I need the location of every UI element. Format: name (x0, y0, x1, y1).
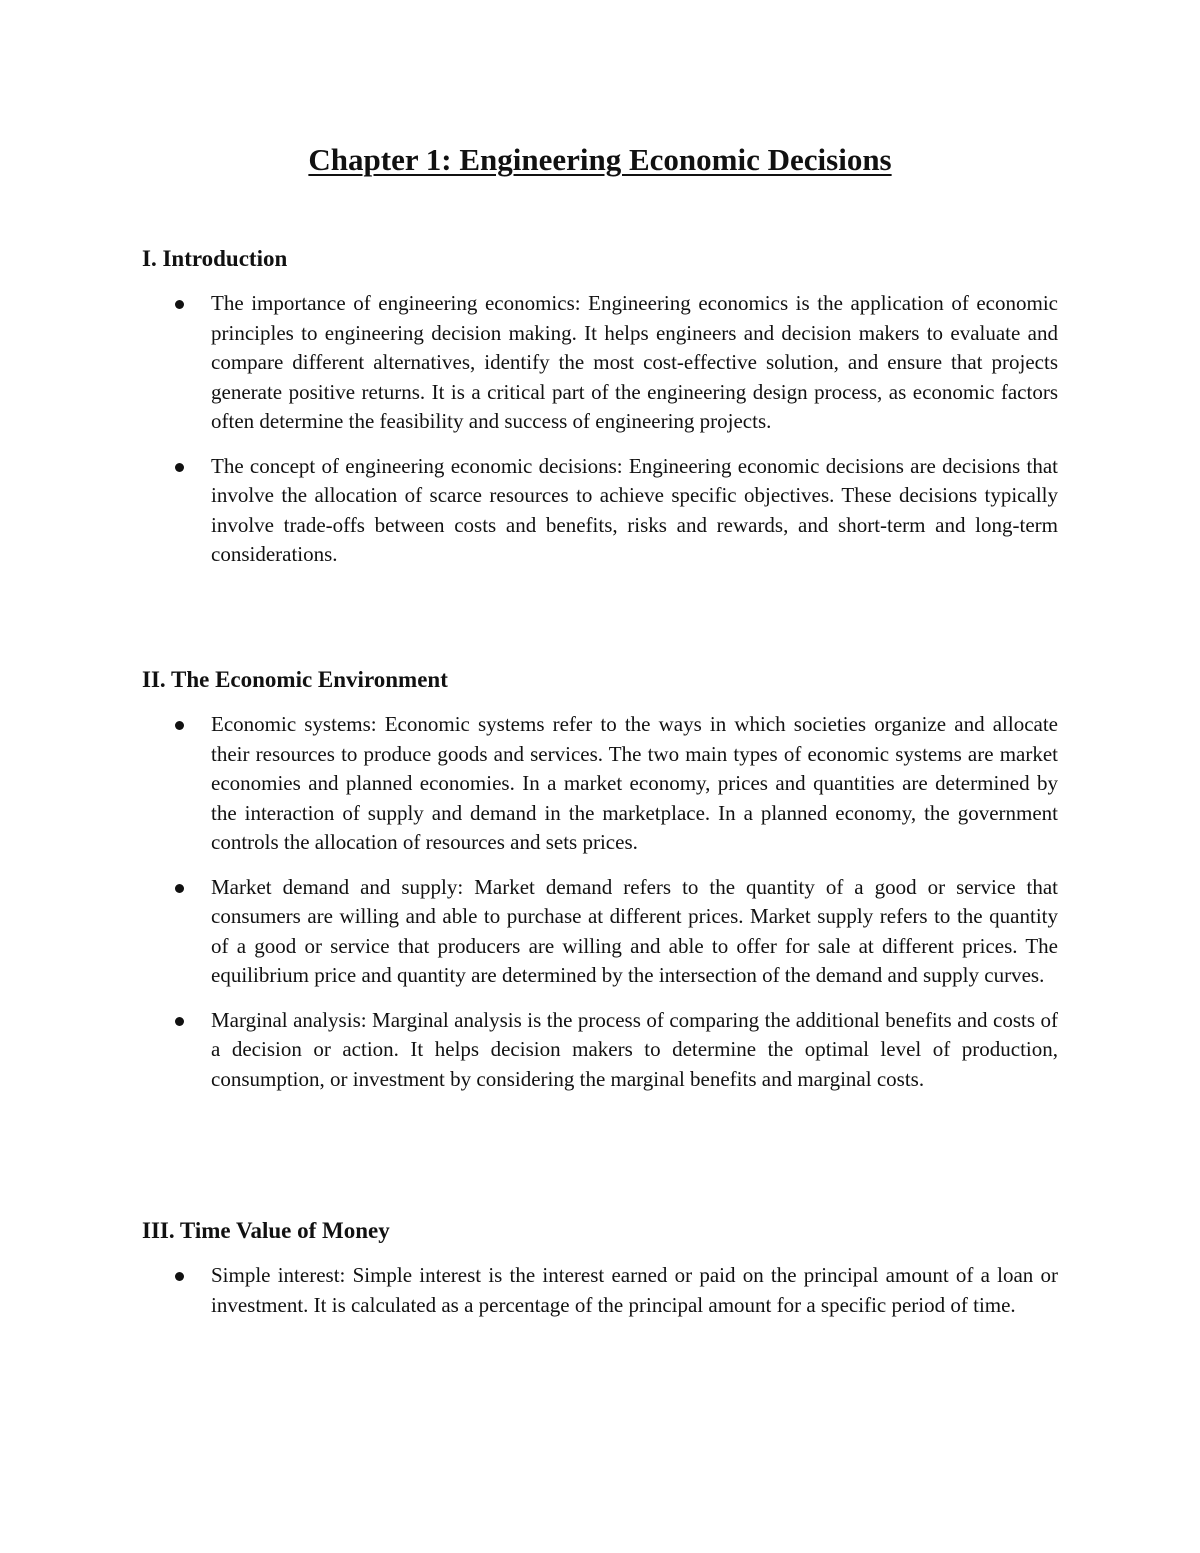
section-heading: III. Time Value of Money (142, 1218, 390, 1243)
list-item-text: Market demand and supply: Market demand refers to the quantity of a good or service that consumers are willing and able to purchase at different prices. Market supply refers to the quantity of a good or service that producers are willing and able to offer for sale at different prices. The equilibrium price and quantity are determined by the intersection of the demand and supply curves. (211, 874, 1058, 987)
bullet-icon (175, 721, 184, 730)
list-item (142, 873, 1062, 991)
section-heading: I. Introduction (142, 246, 288, 271)
section-time-value-of-money (142, 1216, 1062, 1320)
bullet-icon (175, 463, 184, 472)
list-item-text: Economic systems: Economic systems refer to the ways in which societies organize and allocate their resources to produce goods and services. The two main types of economic systems are market economies and planned economies. In a market economy, prices and quantities are determined by the interaction of supply and demand in the marketplace. In a planned economy, the government controls the allocation of resources and sets prices. (211, 712, 1058, 854)
bullet-icon (175, 1272, 184, 1281)
section-economic-environment (142, 665, 1062, 1094)
list-item-text: Marginal analysis: Marginal analysis is the process of comparing the additional benefits and costs of a decision or action. It helps decision makers to determine the optimal level of production, consumption, or investment by considering the marginal benefits and marginal costs. (211, 1007, 1058, 1091)
bullet-icon (175, 884, 184, 893)
list-item (142, 289, 1062, 437)
page-title: Chapter 1: Engineering Economic Decisions (308, 142, 892, 177)
section-introduction (142, 244, 1062, 570)
bullet-list (142, 710, 1062, 1094)
bullet-list (142, 289, 1062, 570)
list-item (142, 710, 1062, 858)
list-item-text: Simple interest: Simple interest is the interest earned or paid on the principal amount of a loan or investment. It is calculated as a percentage of the principal amount for a specific period of time. (211, 1263, 1058, 1317)
bullet-list (142, 1261, 1062, 1320)
list-item (142, 1006, 1062, 1095)
bullet-icon (175, 300, 184, 309)
list-item (142, 452, 1062, 570)
list-item (142, 1261, 1062, 1320)
list-item-text: The importance of engineering economics: Engineering economics is the application of economic principles to engineering decision making. It helps engineers and decision makers to evaluate and compare different alternatives, identify the most cost-effective solution, and ensure that projects generate positive returns. It is a critical part of the engineering design process, as economic factors often determine the feasibility and success of engineering projects. (211, 291, 1058, 433)
bullet-icon (175, 1017, 184, 1026)
section-heading: II. The Economic Environment (142, 667, 448, 692)
list-item-text: The concept of engineering economic decisions: Engineering economic decisions are decisions that involve the allocation of scarce resources to achieve specific objectives. These decisions typically involve trade-offs between costs and benefits, risks and rewards, and short-term and long-term considerations. (211, 453, 1058, 566)
